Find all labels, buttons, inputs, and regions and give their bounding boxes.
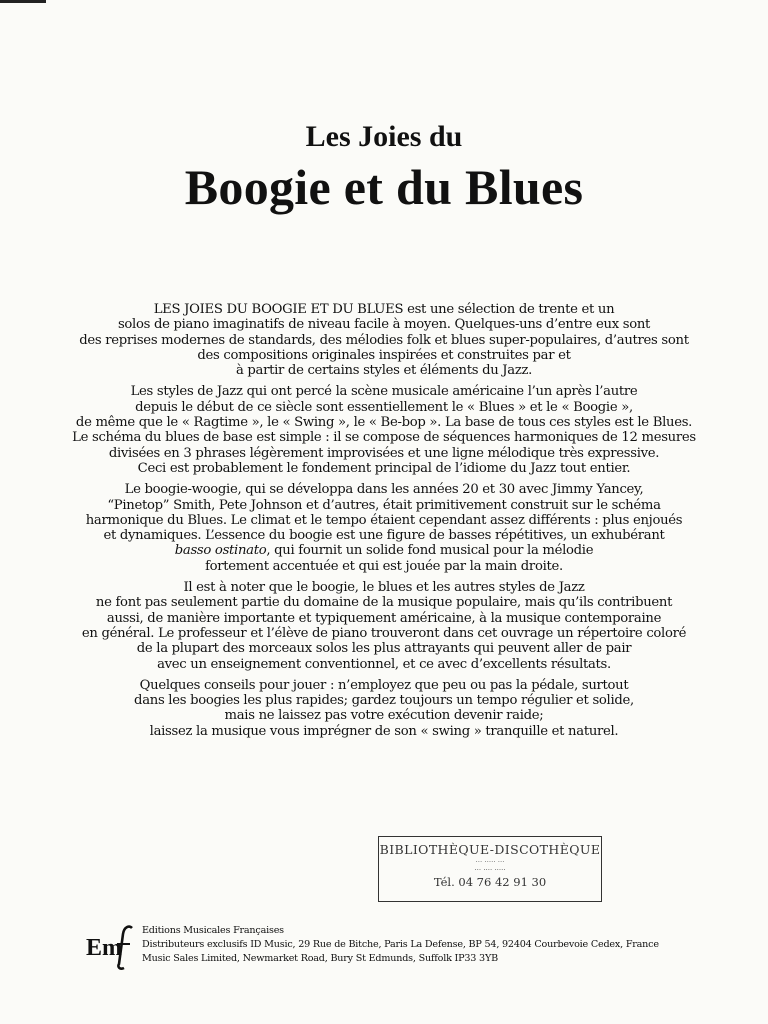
- library-stamp: [378, 836, 602, 902]
- stamp-faded-line: ··· ···· ·····: [474, 866, 506, 874]
- music-sales-line: Music Sales Limited, Newmarket Road, Bury St Edmunds, Suffolk IP33 3YB: [142, 953, 498, 964]
- text-line: divisées en 3 phrases légèrement improvisées et une ligne mélodique très expressive.: [108, 445, 660, 461]
- paragraph-4: [0, 580, 768, 672]
- publisher-info: [142, 924, 659, 966]
- paragraph-3: [0, 482, 768, 574]
- text-line: dans les boogies les plus rapides; gardez toujours un tempo régulier et solide,: [134, 693, 634, 709]
- stamp-phone: Tél. 04 76 42 91 30: [433, 875, 547, 889]
- text-line: et dynamiques. L’essence du boogie est une figure de basses répétitives, un exhubérant: [103, 528, 665, 544]
- svg-text:Em: Em: [86, 935, 122, 961]
- text-line: Il est à noter que le boogie, le blues et les autres styles de Jazz: [183, 580, 585, 596]
- text-line: des reprises modernes de standards, des mélodies folk et blues super-populaires, d’autres sont: [79, 332, 689, 348]
- text-line: laissez la musique vous imprégner de son « swing » tranquille et naturel.: [149, 723, 619, 739]
- text-line: Ceci est probablement le fondement principal de l’idiome du Jazz tout entier.: [137, 460, 631, 476]
- emf-logo-icon: [86, 922, 134, 972]
- text-line: à partir de certains styles et éléments du Jazz.: [235, 363, 533, 379]
- text-line: mais ne laissez pas votre exécution devenir raide;: [224, 708, 544, 724]
- text-line: “Pinetop” Smith, Pete Johnson et d’autres, était primitivement construit sur le schéma: [107, 497, 661, 513]
- scan-edge-mark: [0, 0, 46, 3]
- paragraph-1: [0, 302, 768, 378]
- text-line: basso ostinato, qui fournit un solide fond musical pour la mélodie: [174, 543, 594, 559]
- publisher-name: Editions Musicales Françaises: [142, 925, 284, 936]
- text-line: de la plupart des morceaux solos les plus attrayants qui peuvent aller de pair: [136, 641, 632, 657]
- title-line-1: Les Joies du: [305, 120, 463, 153]
- text-line: Le boogie-woogie, qui se développa dans les années 20 et 30 avec Jimmy Yancey,: [124, 482, 644, 498]
- paragraph-5: [0, 678, 768, 739]
- text-line: Quelques conseils pour jouer : n’employez que peu ou pas la pédale, surtout: [139, 677, 629, 693]
- text-line: depuis le début de ce siècle sont essentiellement le « Blues » et le « Boogie »,: [135, 399, 633, 415]
- text-line: aussi, de manière importante et typiquement américaine, à la musique contemporaine: [106, 610, 662, 626]
- text-line: ne font pas seulement partie du domaine de la musique populaire, mais qu’ils contribuent: [95, 595, 673, 611]
- text-line: en général. Le professeur et l’élève de piano trouveront dans cet ouvrage un répertoire coloré: [81, 625, 687, 641]
- text-line: solos de piano imaginatifs de niveau facile à moyen. Quelques-uns d’entre eux sont: [117, 317, 651, 333]
- introduction-text: [0, 302, 768, 745]
- main-title: Boogie et du Blues: [184, 159, 584, 215]
- text-line: LES JOIES DU BOOGIE ET DU BLUES est une sélection de trente et un: [153, 302, 615, 317]
- text-line: avec un enseignement conventionnel, et ce avec d’excellents résultats.: [157, 656, 611, 672]
- distributor-line: Distributeurs exclusifs ID Music, 29 Rue de Bitche, Paris La Defense, BP 54, 92404 Courbevoie Cedex, France: [142, 939, 659, 950]
- text-line: des compositions originales inspirées et construites par et: [197, 347, 571, 363]
- stamp-faded-line: ··· ····· ···: [475, 858, 505, 866]
- text-line: de même que le « Ragtime », le « Swing », le « Be-bop ». La base de tous ces styles est le Blues.: [75, 415, 693, 431]
- text-line: fortement accentuée et qui est jouée par la main droite.: [205, 558, 563, 574]
- stamp-library-name: BIBLIOTHÈQUE-DISCOTHÈQUE: [379, 842, 601, 857]
- text-line: Le schéma du blues de base est simple : il se compose de séquences harmoniques de 12 mesures: [72, 430, 696, 446]
- text-line: Les styles de Jazz qui ont percé la scène musicale américaine l’un après l’autre: [130, 384, 638, 400]
- paragraph-2: [0, 384, 768, 476]
- text-line: harmonique du Blues. Le climat et le tempo étaient cependant assez différents : plus enjoués: [85, 512, 683, 528]
